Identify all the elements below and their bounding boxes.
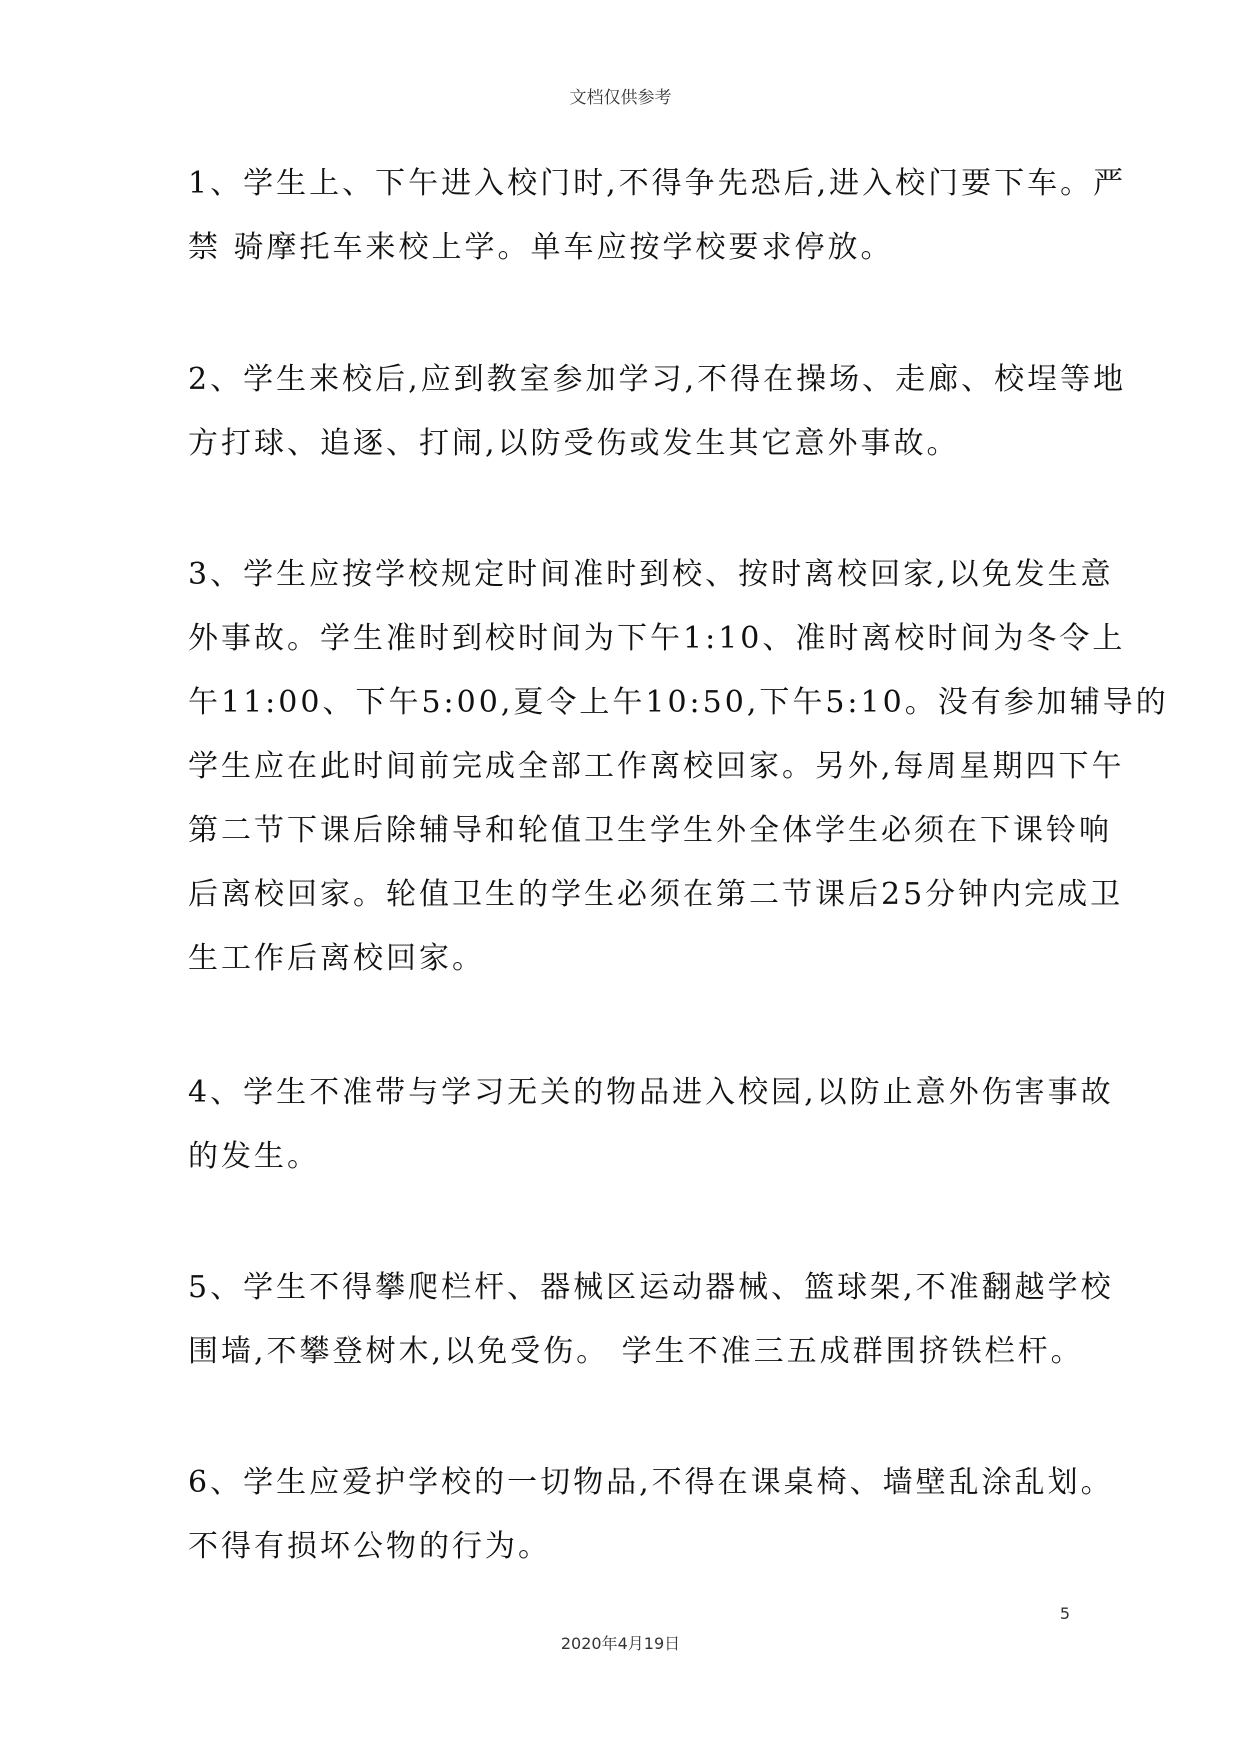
text-line: 第二节下课后除辅导和轮值卫生学生外全体学生必须在下课铃响 <box>188 813 1112 848</box>
text-line: 外事故。学生准时到校时间为下午1:10、准时离校时间为冬令上 <box>188 621 1126 656</box>
text-line: 1、学生上、下午进入校门时,不得争先恐后,进入校门要下车。严 <box>188 166 1127 201</box>
text-line: 6、学生应爱护学校的一切物品,不得在课桌椅、墙壁乱涂乱划。 <box>188 1465 1114 1500</box>
text-line: 方打球、追逐、打闹,以防受伤或发生其它意外事故。 <box>188 426 960 461</box>
text-line: 不得有损坏公物的行为。 <box>188 1529 551 1564</box>
text-line: 2、学生来校后,应到教室参加学习,不得在操场、走廊、校埕等地 <box>188 362 1127 397</box>
rule-paragraph-4 <box>188 1061 1114 1189</box>
text-line: 5、学生不得攀爬栏杆、器械区运动器械、篮球架,不准翻越学校 <box>188 1270 1114 1305</box>
text-line: 禁 骑摩托车来校上学。单车应按学校要求停放。 <box>188 230 894 265</box>
text-line: 午11:00、下午5:00,夏令上午10:50,下午5:10。没有参加辅导的 <box>188 685 1169 720</box>
text-line: 4、学生不准带与学习无关的物品进入校园,以防止意外伤害事故 <box>188 1075 1114 1110</box>
text-line: 围墙,不攀登树木,以免受伤。 学生不准三五成群围挤铁栏杆。 <box>188 1334 1084 1369</box>
text-line: 3、学生应按学校规定时间准时到校、按时离校回家,以免发生意 <box>188 557 1114 592</box>
text-line: 后离校回家。轮值卫生的学生必须在第二节课后25分钟内完成卫 <box>188 877 1124 912</box>
page-header: 文档仅供参考 <box>569 88 672 108</box>
rule-paragraph-2 <box>188 348 1127 476</box>
rule-paragraph-6 <box>188 1451 1114 1579</box>
rule-paragraph-1 <box>188 152 1127 280</box>
rule-paragraph-5 <box>188 1256 1114 1384</box>
rule-paragraph-3 <box>188 543 1169 991</box>
text-line: 生工作后离校回家。 <box>188 941 485 976</box>
page-number: 5 <box>1059 1604 1070 1623</box>
text-line: 学生应在此时间前完成全部工作离校回家。另外,每周星期四下午 <box>188 749 1125 784</box>
footer-date: 2020年4月19日 <box>560 1634 681 1653</box>
text-line: 的发生。 <box>188 1139 320 1174</box>
